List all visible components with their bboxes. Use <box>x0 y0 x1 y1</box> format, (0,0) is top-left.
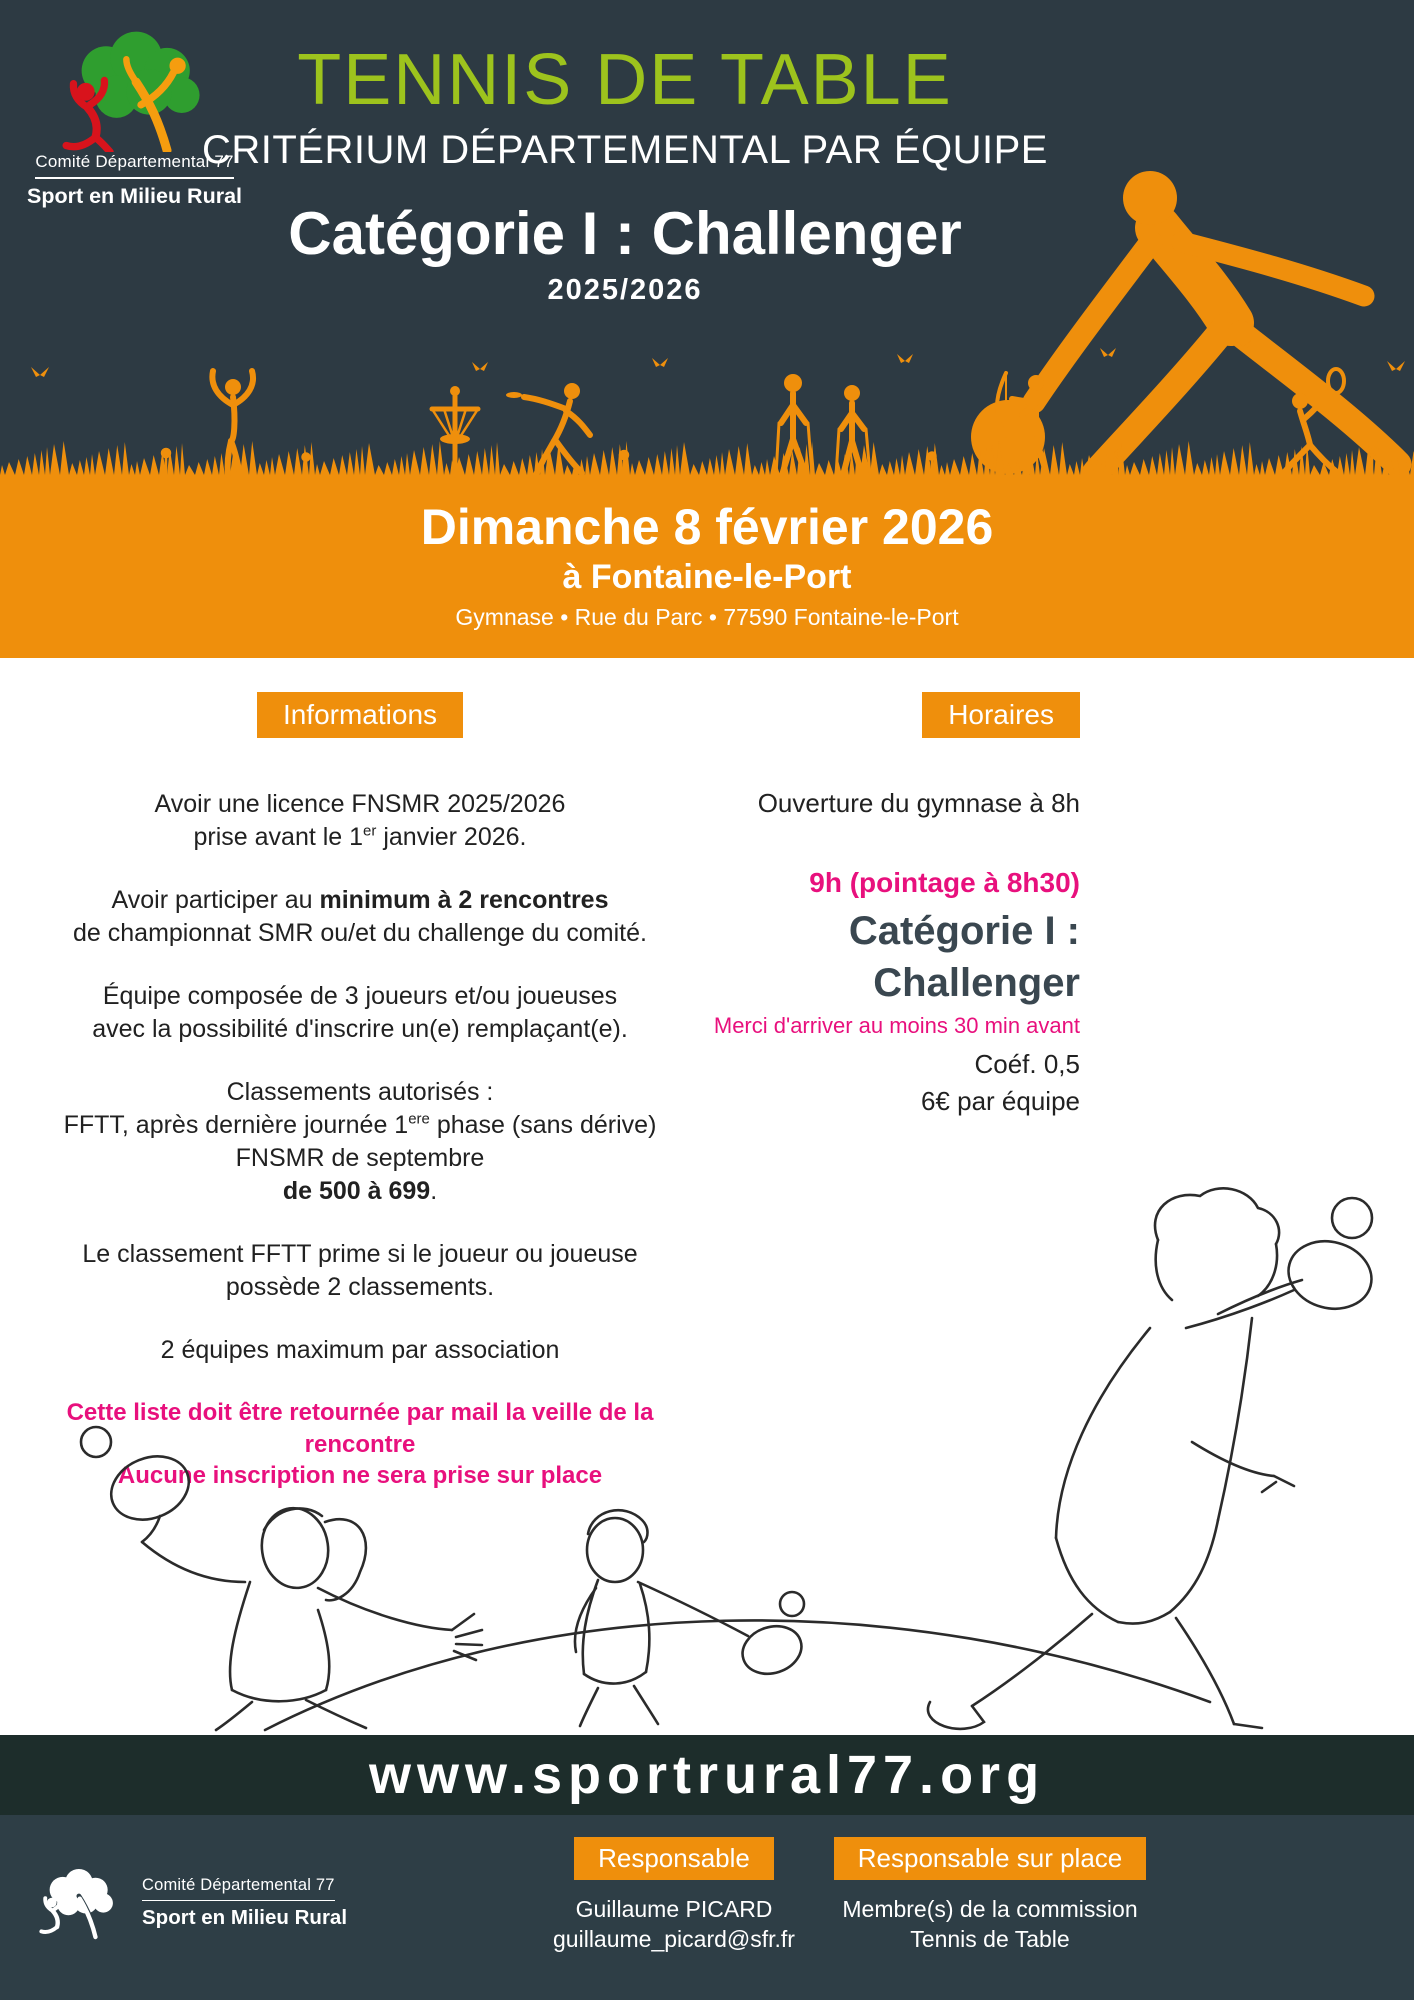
arrival-note: Merci d'arriver au moins 30 min avant <box>713 1013 1080 1038</box>
silhouette-heads <box>225 374 1308 444</box>
basket-hub <box>450 386 460 396</box>
category-title: Catégorie I : Challenger <box>288 200 962 267</box>
footer-logo <box>30 1851 347 1955</box>
badminton-head <box>1292 393 1308 409</box>
gymnast-head <box>225 379 241 395</box>
basket-tray <box>440 434 470 444</box>
logo-committee-name: Comité Départemental 77 <box>35 152 233 179</box>
responsable-sur-place-line2: Tennis de Table <box>910 1926 1070 1953</box>
team-fee: 6€ par équipe <box>920 1086 1080 1116</box>
footer <box>0 1815 1414 2000</box>
logo-org-name: Sport en Milieu Rural <box>26 184 243 208</box>
tree-logo-icon <box>37 30 232 152</box>
informations-section <box>10 692 710 1492</box>
cdsmr77-logo <box>22 30 247 209</box>
main-content <box>0 658 1414 1735</box>
info-paragraph: Avoir une licence FNSMR 2025/2026 prise avant le 1er janvier 2026. <box>154 790 566 851</box>
butterfly-icons <box>31 340 1405 377</box>
gym-opening-time: Ouverture du gymnase à 8h <box>757 788 1080 818</box>
responsable-sur-place-badge: Responsable sur place <box>834 1837 1147 1880</box>
event-venue-address: Gymnase • Rue du Parc • 77590 Fontaine-le-Port <box>455 604 959 630</box>
hero-header <box>0 0 1414 485</box>
date-banner <box>0 485 1414 658</box>
jumping-player-lineart <box>928 1188 1379 1729</box>
info-paragraph: Classements autorisés : FFTT, après dernière journée 1ere phase (sans dérive) FNSMR de septembre de 500 à 699. <box>63 1078 657 1205</box>
footer-logo-org-name: Sport en Milieu Rural <box>142 1906 348 1929</box>
website-url: www.sportrural77.org <box>368 1745 1046 1805</box>
disc-icon <box>506 392 522 398</box>
info-paragraph: Le classement FFTT prime si le joueur ou joueuse possède 2 classements. <box>82 1240 638 1301</box>
responsable-sur-place-block <box>790 1837 1190 1955</box>
category-heading-line2: Challenger <box>873 961 1080 1005</box>
grass-strip <box>0 325 1414 485</box>
start-time: 9h (pointage à 8h30) <box>809 867 1080 898</box>
responsable-block <box>540 1837 808 1955</box>
red-figure-head <box>77 83 95 101</box>
info-paragraph: Cette liste doit être retournée par mail la veille de la rencontre Aucune inscription ne sera prise sur place <box>66 1399 654 1490</box>
boy-player-lineart <box>575 1510 808 1726</box>
info-paragraph: Avoir participer au minimum à 2 rencontres de championnat SMR ou/et du challenge du comité. <box>73 886 647 947</box>
season-label: 2025/2026 <box>547 274 703 306</box>
grass-sports-silhouettes <box>212 369 1344 475</box>
informations-badge: Informations <box>257 692 463 738</box>
thrower-head <box>564 383 580 399</box>
walker2-head <box>844 385 860 401</box>
responsable-name: Guillaume PICARD <box>575 1896 773 1922</box>
info-paragraph: Équipe composée de 3 joueurs et/ou joueuses avec la possibilité d'inscrire un(e) remplaçant(e). <box>92 982 628 1043</box>
responsable-email: guillaume_picard@sfr.fr <box>553 1926 795 1953</box>
grass-blades <box>0 441 1414 485</box>
archer-head <box>1028 375 1044 391</box>
competition-subtitle: CRITÉRIUM DÉPARTEMENTAL PAR ÉQUIPE <box>201 128 1048 172</box>
responsable-sur-place-line1: Membre(s) de la commission <box>842 1896 1138 1922</box>
info-paragraph: 2 équipes maximum par association <box>160 1336 560 1364</box>
website-bar <box>0 1735 1414 1815</box>
category-heading-line1: Catégorie I : <box>848 909 1080 953</box>
event-date: Dimanche 8 février 2026 <box>420 499 994 555</box>
walker1-head <box>784 374 802 392</box>
responsable-badge: Responsable <box>574 1837 774 1880</box>
badminton-player-icon <box>1282 369 1344 475</box>
table-arc <box>265 1620 1210 1730</box>
horaires-section <box>620 692 1080 1117</box>
coefficient-value: Coéf. 0,5 <box>974 1049 1080 1079</box>
nordic-walkers-icon <box>776 393 870 475</box>
sport-title: TENNIS DE TABLE <box>297 40 953 120</box>
tree-logo-white-icon <box>30 1851 126 1955</box>
informations-list <box>10 788 710 1492</box>
event-city: à Fontaine-le-Port <box>562 558 852 596</box>
horaires-badge: Horaires <box>922 692 1080 738</box>
orange-figure-head <box>169 58 185 74</box>
footer-logo-committee-name: Comité Départemental 77 <box>142 1876 335 1901</box>
